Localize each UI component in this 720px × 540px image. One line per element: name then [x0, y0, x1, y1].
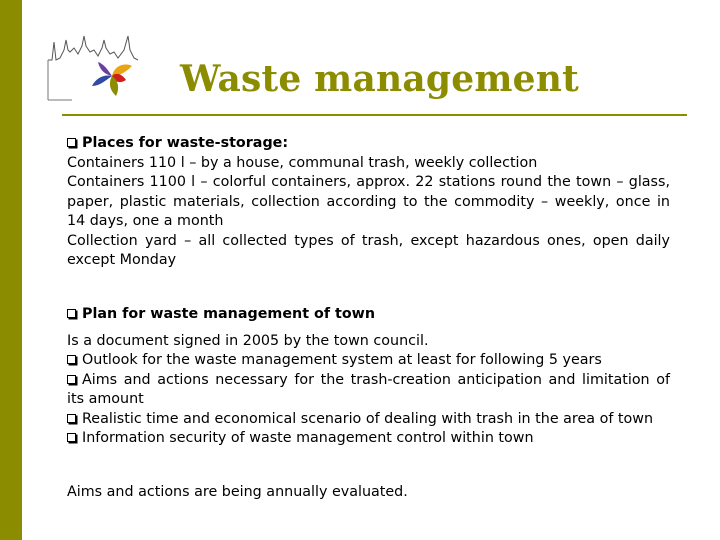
section-heading-text: Plan for waste management of town: [82, 306, 376, 322]
footer-note: [67, 483, 670, 503]
list-item: Aims and actions necessary for the trash-creation anticipation and limitation of its amount: [67, 371, 670, 407]
checkbox-bullet-icon: [67, 138, 76, 147]
list-item: Containers 110 l – by a house, communal trash, weekly collection: [67, 154, 538, 171]
list-item: Containers 1100 l – colorful containers, approx. 22 stations round the town – glass, paper, plastic materials, collection according to the commodity – weekly, once in 14 days, one a month: [67, 174, 670, 229]
title-divider: [62, 114, 687, 116]
checkbox-bullet-icon: [67, 309, 76, 318]
list-item: Information security of waste management control within town: [67, 429, 670, 449]
checkbox-bullet-icon: [67, 433, 76, 442]
page-title: Waste management: [180, 58, 579, 100]
section-storage-places: [67, 134, 670, 271]
town-logo-icon: [42, 28, 142, 106]
list-item: Realistic time and economical scenario of dealing with trash in the area of town: [67, 410, 670, 430]
section-intro: Is a document signed in 2005 by the town council.: [67, 332, 429, 349]
footer-text: Aims and actions are being annually evaluated.: [67, 484, 408, 500]
section-waste-plan: [67, 305, 670, 449]
list-item: Outlook for the waste management system at least for following 5 years: [67, 351, 670, 371]
list-item: Collection yard – all collected types of trash, except hazardous ones, open daily except Monday: [67, 232, 670, 268]
checkbox-bullet-icon: [67, 375, 76, 384]
section-heading: [67, 305, 670, 325]
checkbox-bullet-icon: [67, 414, 76, 423]
section-heading: [67, 134, 670, 154]
section-heading-text: Places for waste-storage:: [82, 135, 289, 151]
checkbox-bullet-icon: [67, 355, 76, 364]
side-accent-bar: [0, 0, 22, 540]
